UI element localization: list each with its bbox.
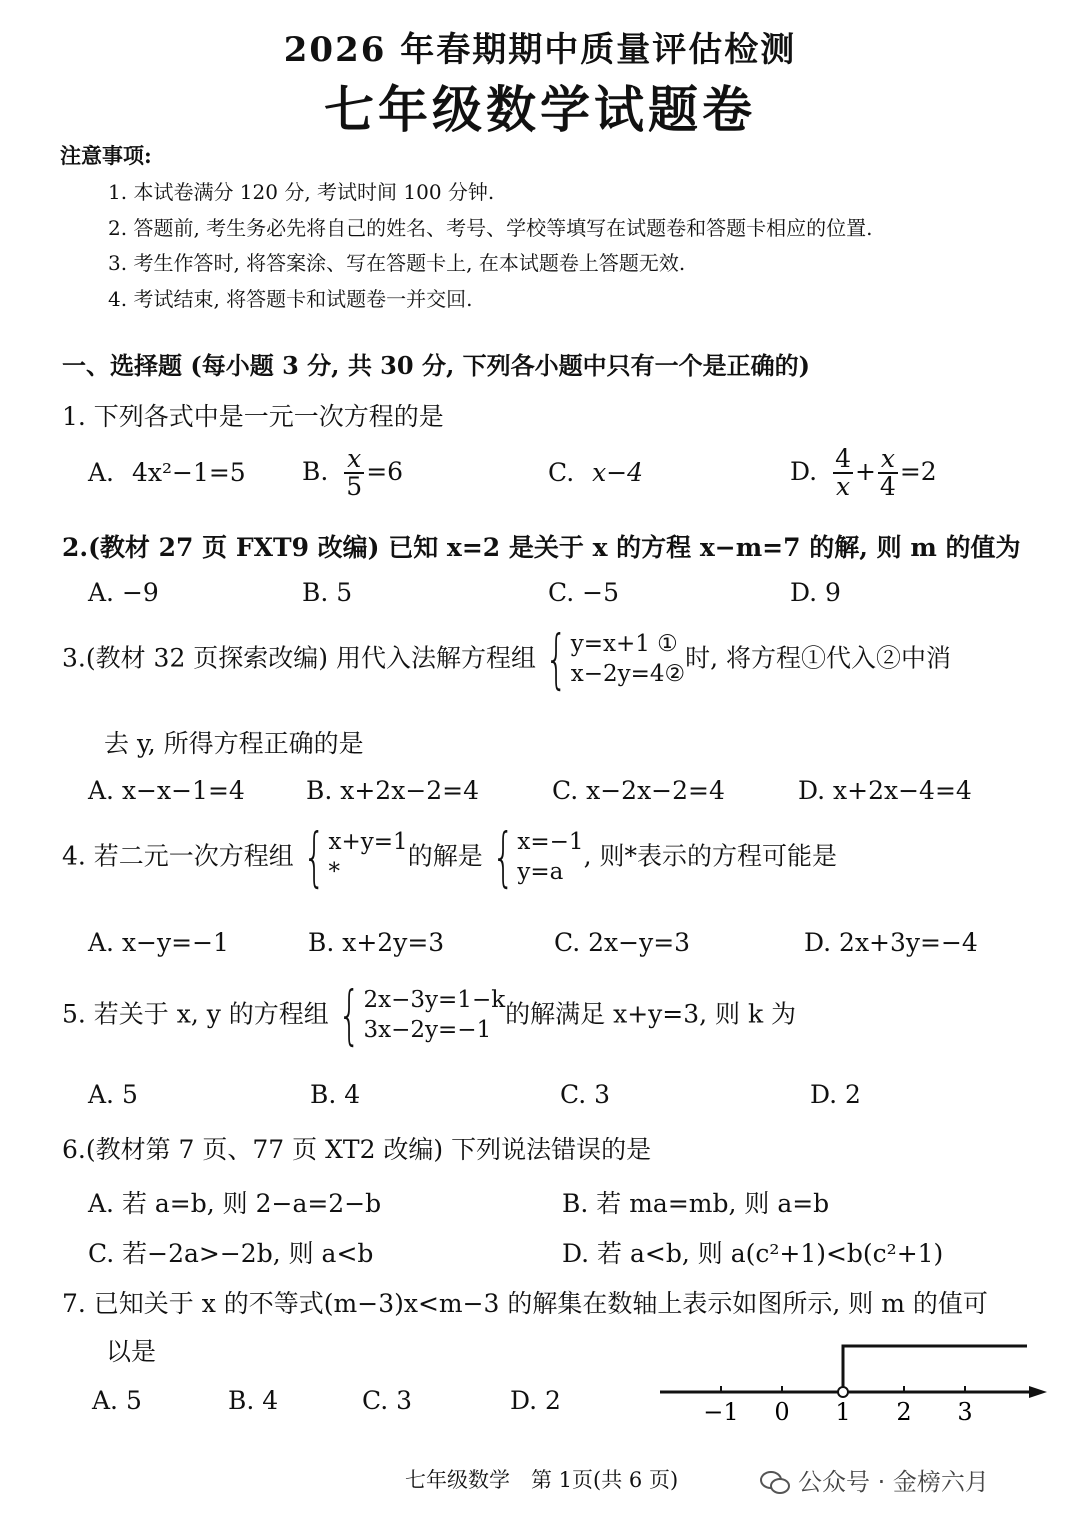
- number-line-tick-label: 3: [957, 1398, 973, 1426]
- question-3-stem-line2: 去 y, 所得方程正确的是: [104, 729, 364, 758]
- question-4-stem: [62, 821, 837, 895]
- section-heading-choice: 一、选择题 (每小题 3 分, 共 30 分, 下列各小题中只有一个是正确的): [62, 351, 811, 380]
- stem-text: 4. 若二元一次方程组: [62, 841, 294, 871]
- q2-option-b: B. 5: [302, 578, 353, 607]
- q2-option-a: A. −9: [88, 578, 159, 607]
- notice-item-2: 2. 答题前, 考生务必先将自己的姓名、考号、学校等填写在试题卷和答题卡相应的位置.: [108, 216, 873, 240]
- system-line-1: y=x+1 ①: [570, 631, 678, 658]
- system-line-2: y=a: [517, 859, 564, 885]
- fraction-denominator: 4: [879, 472, 896, 502]
- left-brace: {: [545, 623, 568, 697]
- notice-item-1: 1. 本试卷满分 120 分, 考试时间 100 分钟.: [108, 180, 495, 204]
- q6-option-b: B. 若 ma=mb, 则 a=b: [562, 1189, 830, 1218]
- number-line-tick-label: 1: [835, 1398, 851, 1426]
- q5-option-a: A. 5: [88, 1080, 138, 1109]
- solution-system: [483, 821, 584, 895]
- option-label: B.: [302, 456, 329, 486]
- fraction: [878, 446, 898, 501]
- option-label: D.: [790, 456, 818, 486]
- q1-option-b: [302, 446, 403, 501]
- stem-text: 时, 将方程①代入②中消: [685, 643, 952, 673]
- question-1-stem: 1. 下列各式中是一元一次方程的是: [62, 402, 444, 431]
- option-text: x−4: [592, 458, 644, 487]
- q2-option-d: D. 9: [790, 578, 841, 607]
- fraction-denominator: 5: [346, 472, 363, 502]
- question-5-stem: [62, 979, 797, 1053]
- option-text: =6: [366, 456, 404, 486]
- q6-option-d: D. 若 a<b, 则 a(c²+1)<b(c²+1): [562, 1239, 944, 1268]
- stem-text: , 则*表示的方程可能是: [583, 841, 837, 871]
- q3-option-a: A. x−x−1=4: [88, 776, 245, 805]
- number-line-tick-label: 2: [896, 1398, 912, 1426]
- watermark-text: 公众号 · 金榜六月: [798, 1468, 989, 1496]
- q4-option-d: D. 2x+3y=−4: [804, 928, 978, 957]
- question-7-stem: 7. 已知关于 x 的不等式(m−3)x<m−3 的解集在数轴上表示如图所示, 则 m 的值可: [62, 1289, 988, 1318]
- stem-text: 的解是: [407, 841, 483, 871]
- fraction-numerator: 4: [835, 444, 851, 473]
- equation-system: [329, 979, 506, 1053]
- fraction: [833, 446, 853, 501]
- q2-option-c: C. −5: [548, 578, 619, 607]
- q7-option-b: B. 4: [228, 1386, 279, 1415]
- q3-option-c: C. x−2x−2=4: [552, 776, 725, 805]
- question-6-stem: 6.(教材第 7 页、77 页 XT2 改编) 下列说法错误的是: [62, 1135, 652, 1164]
- option-text: 4x²−1=5: [131, 458, 246, 487]
- plus-sign: +: [854, 456, 876, 486]
- fraction: [344, 446, 364, 501]
- fraction-numerator: x: [344, 446, 364, 474]
- option-label: A.: [88, 458, 115, 487]
- exam-title-line1: 2026 年春期期中质量评估检测: [283, 30, 797, 70]
- system-lines: [329, 828, 408, 888]
- notice-item-3: 3. 考生作答时, 将答案涂、写在答题卡上, 在本试题卷上答题无效.: [108, 251, 686, 275]
- q1-option-c: [548, 458, 643, 487]
- left-brace: {: [302, 821, 326, 895]
- equation-system: [294, 821, 408, 895]
- q5-option-c: C. 3: [560, 1080, 611, 1109]
- system-line-2: 3x−2y=−1: [363, 1017, 492, 1043]
- number-line-tick-label: −1: [703, 1398, 739, 1426]
- system-line-2: *: [328, 859, 341, 885]
- system-line-1: x+y=1: [328, 829, 408, 856]
- q5-option-d: D. 2: [810, 1080, 861, 1109]
- system-lines: [364, 986, 506, 1046]
- stem-text: 3.(教材 32 页探索改编) 用代入法解方程组: [62, 643, 537, 673]
- system-lines: [571, 630, 685, 690]
- q4-option-a: A. x−y=−1: [88, 928, 229, 957]
- left-brace: {: [491, 821, 515, 895]
- q5-option-b: B. 4: [310, 1080, 361, 1109]
- q6-option-c: C. 若−2a>−2b, 则 a<b: [88, 1239, 374, 1268]
- q7-option-a: A. 5: [92, 1386, 142, 1415]
- wechat-icon: [760, 1470, 790, 1496]
- q6-option-a: A. 若 a=b, 则 2−a=2−b: [88, 1189, 382, 1218]
- system-line-1: x=−1: [517, 829, 584, 856]
- open-endpoint: [838, 1387, 848, 1397]
- question-2-stem: 2.(教材 27 页 FXT9 改编) 已知 x=2 是关于 x 的方程 x−m=7 的解, 则 m 的值为: [62, 533, 1021, 562]
- q4-option-b: B. x+2y=3: [308, 928, 445, 957]
- notice-heading: 注意事项:: [60, 143, 152, 168]
- q3-option-b: B. x+2x−2=4: [306, 776, 480, 805]
- exam-title-line2: 七年级数学试题卷: [324, 80, 756, 139]
- notice-item-4: 4. 考试结束, 将答题卡和试题卷一并交回.: [108, 287, 473, 311]
- q7-option-d: D. 2: [510, 1386, 561, 1415]
- question-3-stem: [62, 623, 952, 697]
- number-line-arrow: [1029, 1386, 1047, 1398]
- option-label: C.: [548, 458, 575, 487]
- q4-option-c: C. 2x−y=3: [554, 928, 691, 957]
- page-footer: 七年级数学 第 1页(共 6 页): [405, 1468, 679, 1492]
- q3-option-d: D. x+2x−4=4: [798, 776, 972, 805]
- stem-text: 的解满足 x+y=3, 则 k 为: [505, 999, 797, 1029]
- left-brace: {: [337, 979, 361, 1053]
- system-line-2: x−2y=4②: [570, 661, 686, 687]
- question-7-stem-line2: 以是: [106, 1337, 157, 1366]
- number-line-tick-label: 0: [774, 1398, 790, 1426]
- q1-option-a: [88, 458, 246, 487]
- option-text: =2: [899, 456, 937, 486]
- equation-system: [536, 623, 686, 697]
- system-lines: [517, 828, 583, 888]
- q7-option-c: C. 3: [362, 1386, 413, 1415]
- solution-ray: [843, 1346, 1027, 1392]
- fraction-denominator: x: [835, 472, 851, 502]
- number-line-figure: [655, 1334, 1055, 1434]
- watermark: [760, 1462, 989, 1497]
- q1-option-d: [790, 446, 937, 501]
- stem-text: 5. 若关于 x, y 的方程组: [62, 999, 329, 1029]
- fraction-numerator: x: [878, 446, 898, 474]
- system-line-1: 2x−3y=1−k: [363, 987, 506, 1014]
